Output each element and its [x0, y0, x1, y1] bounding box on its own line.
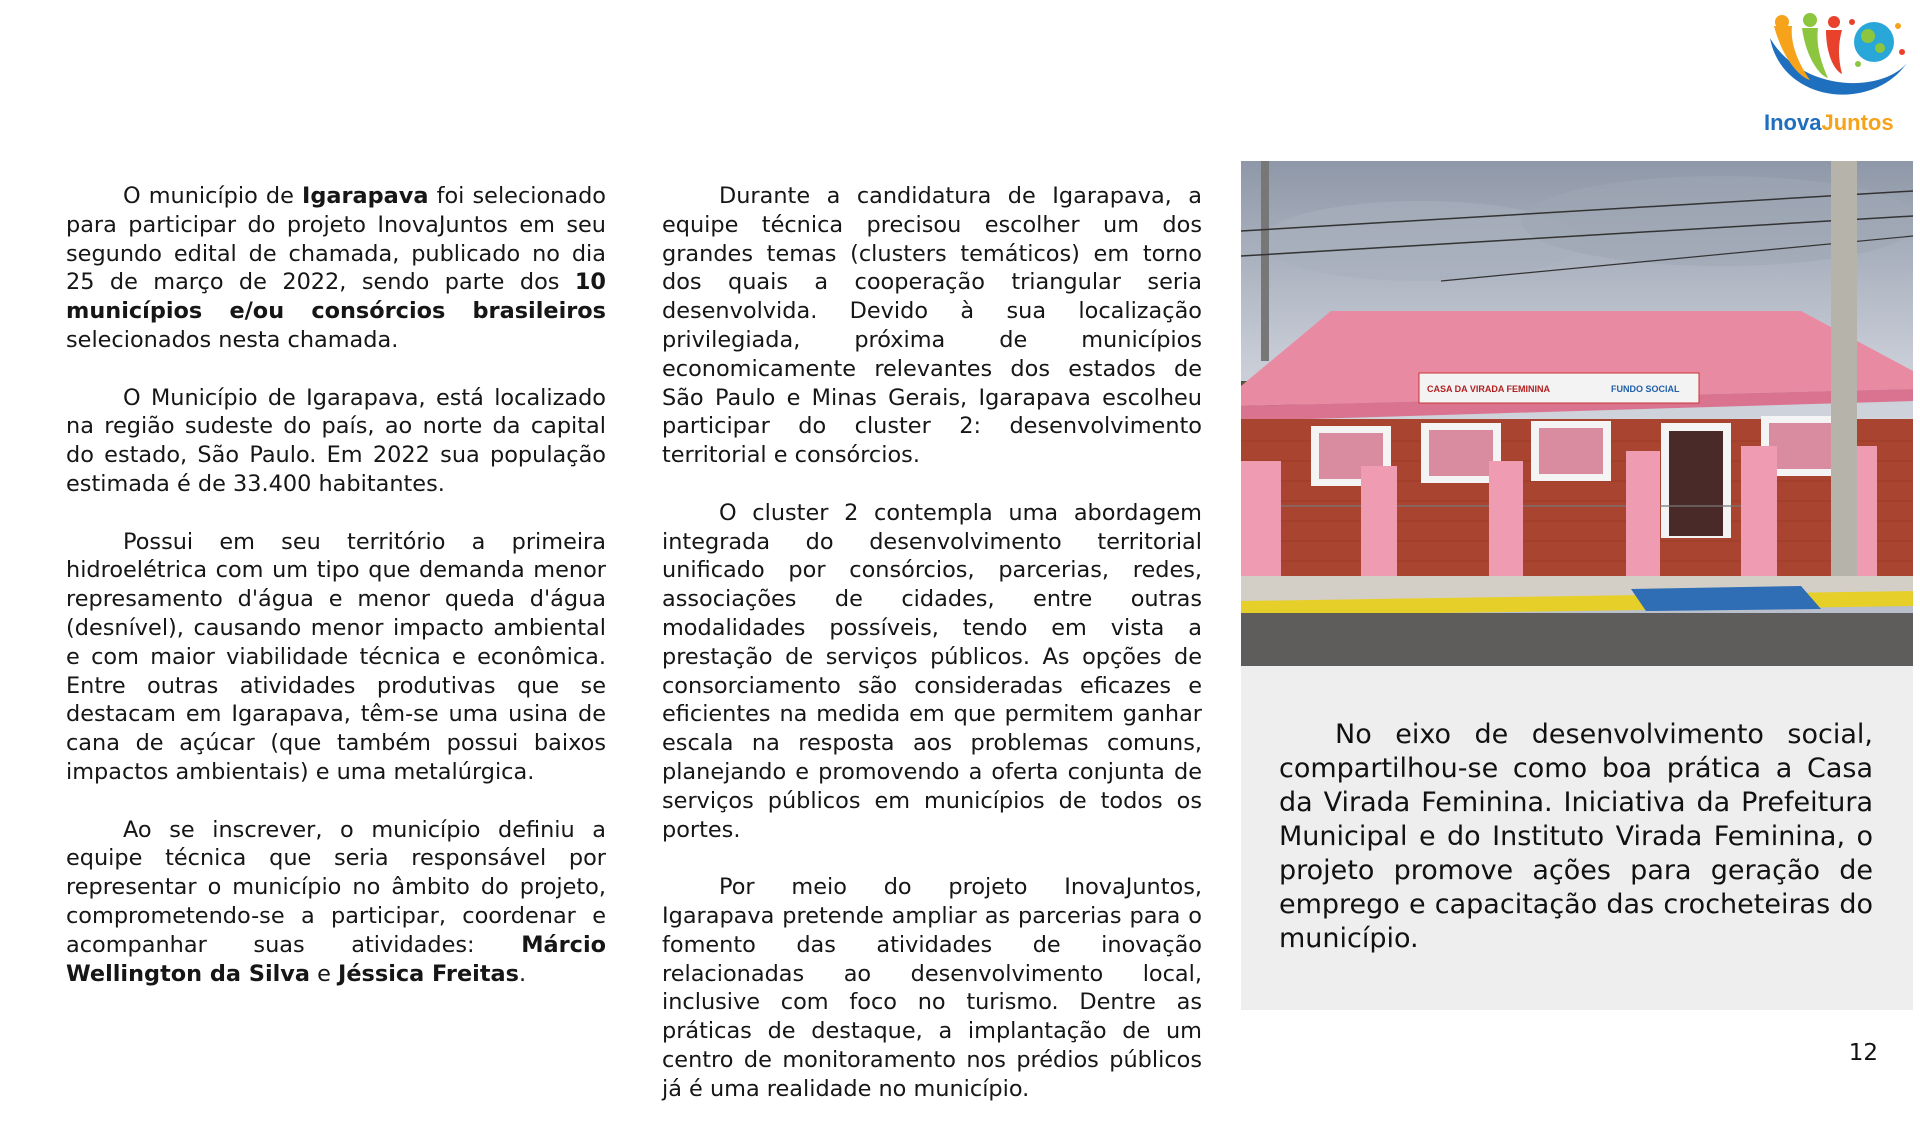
paragraph-selection: O município de Igarapava foi selecionado para participar do projeto InovaJuntos em seu segundo edital de chamada, publicado no dia 25 de março de 2022, sendo parte dos 10 municípios e/ou consórcios brasileiros selecionados nesta chamada.	[66, 183, 606, 353]
caption-box	[1241, 666, 1913, 1010]
logo-wordmark: InovaJuntos	[1764, 110, 1894, 135]
paragraph-candidacy: Durante a candidatura de Igarapava, a equipe técnica precisou escolher um dos grandes temas (clusters temáticos) em torno dos quais a cooperação triangular seria desenvolvida. Devido à sua localização privilegiada, próxima de municípios economicamente relevantes dos estados de São Paulo e Minas Gerais, Igarapava escolheu participar do cluster 2: desenvolvimento territorial e consórcios.	[662, 183, 1202, 469]
logo-head-orange	[1775, 15, 1789, 29]
middle-text-column	[662, 182, 1202, 1132]
logo-figure-green	[1802, 28, 1828, 78]
logo-head-green	[1803, 13, 1817, 27]
svg-text:CASA DA VIRADA FEMININA: CASA DA VIRADA FEMININA	[1427, 384, 1550, 394]
tower	[1261, 161, 1269, 361]
logo-figure-red	[1826, 30, 1842, 74]
utility-pole	[1831, 161, 1857, 591]
page-number: 12	[1848, 1040, 1878, 1066]
logo-head-red	[1828, 16, 1840, 28]
street	[1241, 613, 1913, 666]
left-text-column	[66, 182, 606, 1017]
paragraph-goals: Por meio do projeto InovaJuntos, Igarapava pretende ampliar as parcerias para o fomento das atividades de inovação relacionadas ao desenvolvimento local, inclusive com foco no turismo. Dentre as práticas de destaque, a implantação de um centro de monitoramento nos prédios públicos já é uma realidade no município.	[662, 874, 1202, 1102]
paragraph-team: Ao se inscrever, o município definiu a equipe técnica que seria responsável por representar o município no âmbito do projeto, comprometendo-se a participar, coordenar e acompanhar suas atividades: Márcio Wellington da Silva e Jéssica Freitas.	[66, 816, 606, 987]
svg-text:FUNDO SOCIAL: FUNDO SOCIAL	[1611, 384, 1680, 394]
paragraph-cluster: O cluster 2 contempla uma abordagem integrada do desenvolvimento territorial unificado por consórcios, parcerias, redes, associações de cidades, entre outras modalidades possíveis, tendo em vista a prestação de serviços públicos. As opções de consorciamento são consideradas eficazes e eficientes na medida em que permitem ganhar escala na resposta aos problemas comuns, planejando e promovendo a oferta conjunta de serviços públicos em municípios de todos os portes.	[662, 499, 1202, 843]
ramp	[1631, 586, 1821, 611]
building-photo	[1241, 161, 1913, 666]
building-photo-illustration	[1241, 161, 1913, 666]
paragraph-location: O Município de Igarapava, está localizado na região sudeste do país, ao norte da capital do estado, São Paulo. Em 2022 sua população estimada é de 33.400 habitantes.	[66, 384, 606, 497]
caption-text: No eixo de desenvolvimento social, compartilhou-se como boa prática a Casa da Virada Feminina. Iniciativa da Prefeitura Municipal e do Instituto Virada Feminina, o projeto promove ações para geração de emprego e capacitação das crocheteiras do município.	[1279, 719, 1873, 954]
paragraph-economy: Possui em seu território a primeira hidroelétrica com um tipo que demanda menor represamento d'água e menor queda d'água (desnível), causando menor impacto ambiental e com maior viabilidade técnica e econômica. Entre outras atividades produtivas que se destacam em Igarapava, têm-se uma usina de cana de açúcar (que também possui baixos impactos ambientais) e uma metalúrgica.	[66, 528, 606, 785]
inovajuntos-logo	[1762, 8, 1912, 138]
logo-globe	[1854, 22, 1894, 62]
